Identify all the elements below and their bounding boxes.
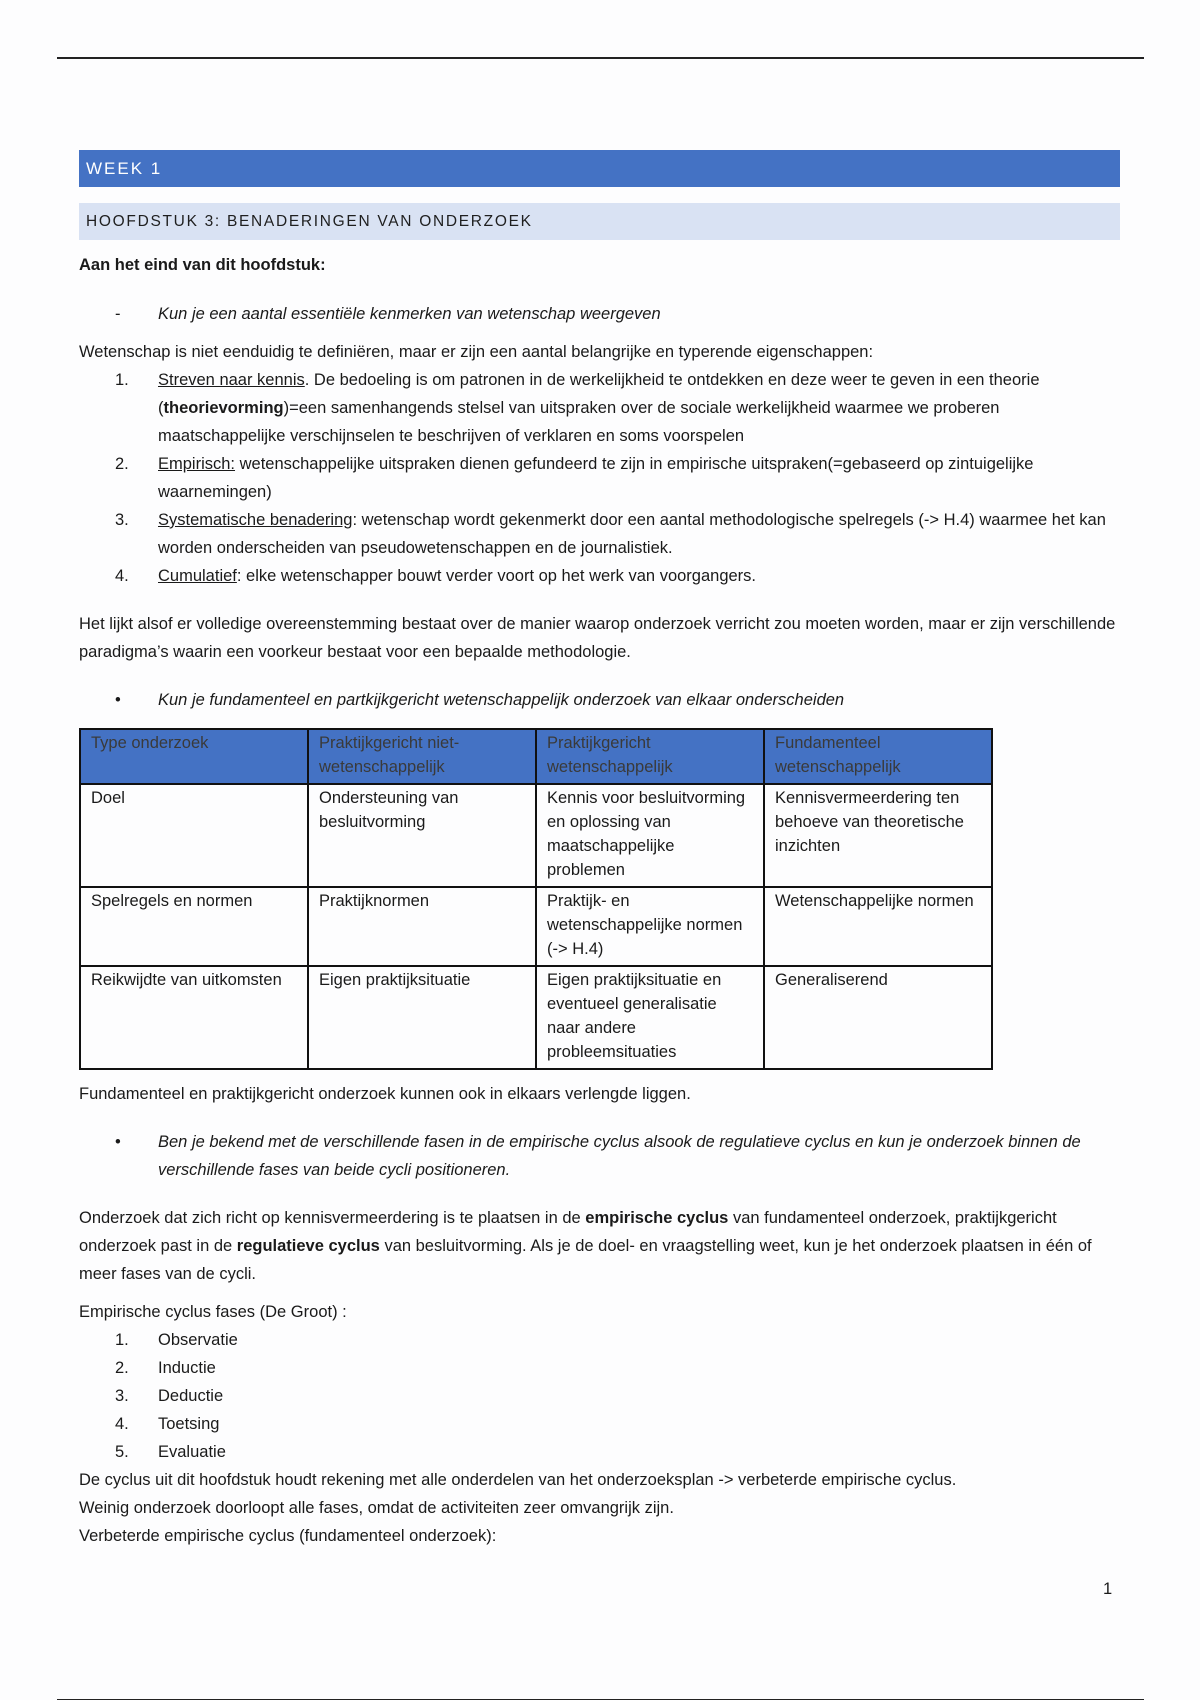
intro-text: Wetenschap is niet eenduidig te definiëren, maar er zijn een aantal belangrijke en typerende eigenschappen: (79, 343, 874, 361)
table-cell: Kennis voor besluitvorming en oplossing van maatschappelijke problemen (536, 784, 764, 887)
table-cell: Ondersteuning van besluitvorming (308, 784, 536, 887)
list-item: 4. Cumulatief: elke wetenschapper bouwt verder voort op het werk van voorgangers. (115, 567, 756, 585)
column-header: Praktijkgericht wetenschappelijk (536, 729, 764, 784)
table-cell: Reikwijdte van uitkomsten (80, 966, 308, 1069)
phases-heading: Empirische cyclus fases (De Groot) : (79, 1303, 347, 1321)
closing-line: De cyclus uit dit hoofdstuk houdt rekening met alle onderdelen van het onderzoeksplan -> verbeterde empirische cyclus. (79, 1471, 957, 1489)
table-row (80, 784, 992, 887)
table-cell: Eigen praktijksituatie (308, 966, 536, 1069)
table-row (80, 966, 992, 1069)
list-item: 2. Empirisch: wetenschappelijke uitspraken dienen gefundeerd te zijn in empirische uitspraken(=gebaseerd op zintuigelijke waarnemingen) (115, 455, 1034, 501)
list-item: 3. Systematische benadering: wetenschap wordt gekenmerkt door een aantal methodologische spelregels (-> H.4) waarmee het kan worden onderscheiden van pseudowetenschappen en de journalistiek. (115, 511, 1106, 557)
learning-goal-text: Kun je een aantal essentiële kenmerken van wetenschap weergeven (158, 305, 661, 323)
page-number: 1 (1103, 1580, 1113, 1598)
learning-goal-text: Kun je fundamenteel en partkijkgericht wetenschappelijk onderzoek van elkaar onderscheiden (158, 691, 845, 709)
table-cell: Praktijknormen (308, 887, 536, 966)
column-header: Type onderzoek (80, 729, 308, 784)
column-header: Praktijkgericht niet-wetenschappelijk (308, 729, 536, 784)
list-item: 4. Toetsing (115, 1415, 220, 1433)
table-note: Fundamenteel en praktijkgericht onderzoek kunnen ook in elkaars verlengde liggen. (79, 1085, 691, 1103)
closing-line: Weinig onderzoek doorloopt alle fases, omdat de activiteiten zeer omvangrijk zijn. (79, 1499, 674, 1517)
paradigm-text: Het lijkt alsof er volledige overeenstemming bestaat over de manier waarop onderzoek verricht zou moeten worden, maar er zijn verschillende paradigma’s waarin een voorkeur bestaat voor een bepaalde methodologie. (79, 615, 1116, 661)
list-item: 2. Inductie (115, 1359, 216, 1377)
phases-list (79, 1326, 1120, 1466)
properties-list (79, 366, 1120, 590)
table-cell: Generaliserend (764, 966, 992, 1069)
week-heading: WEEK 1 (79, 150, 1120, 187)
column-header: Fundamenteel wetenschappelijk (764, 729, 992, 784)
list-item: 5. Evaluatie (115, 1443, 226, 1461)
research-types-table (79, 728, 993, 1070)
chapter-heading: HOOFDSTUK 3: BENADERINGEN VAN ONDERZOEK (79, 203, 1120, 240)
document-page (79, 150, 1120, 1550)
dot-bullet: • (115, 691, 121, 709)
learning-goal (79, 1128, 1120, 1184)
learning-goal (79, 686, 1120, 714)
table-header-row (80, 729, 992, 784)
closing-line: Verbeterde empirische cyclus (fundamenteel onderzoek): (79, 1527, 497, 1545)
dash-bullet: - (115, 305, 121, 323)
list-item: 1. Streven naar kennis. De bedoeling is om patronen in de werkelijkheid te ontdekken en deze weer te geven in een theorie (theorievorming)=een samenhangends stelsel van uitspraken over de sociale werkelijkheid waarmee we proberen maatschappelijke verschijnselen te beschrijven of verklaren en soms voorspelen (115, 371, 1040, 445)
learning-goal (79, 300, 1120, 328)
table-cell: Wetenschappelijke normen (764, 887, 992, 966)
list-item: 3. Deductie (115, 1387, 224, 1405)
table-row (80, 887, 992, 966)
header-rule (57, 57, 1144, 59)
table-cell: Doel (80, 784, 308, 887)
table-cell: Spelregels en normen (80, 887, 308, 966)
dot-bullet: • (115, 1133, 121, 1151)
table-cell: Kennisvermeerdering ten behoeve van theoretische inzichten (764, 784, 992, 887)
list-item: 1. Observatie (115, 1331, 238, 1349)
table-cell: Praktijk- en wetenschappelijke normen (-> H.4) (536, 887, 764, 966)
goals-heading: Aan het eind van dit hoofdstuk: (79, 256, 326, 274)
cycle-text: Onderzoek dat zich richt op kennisvermeerdering is te plaatsen in de empirische cyclus van fundamenteel onderzoek, praktijkgericht onderzoek past in de regulatieve cyclus van besluitvorming. Als je de doel- en vraagstelling weet, kun je het onderzoek plaatsen in één of meer fases van de cycli. (79, 1209, 1092, 1283)
learning-goal-text: Ben je bekend met de verschillende fasen in de empirische cyclus alsook de regulatieve cyclus en kun je onderzoek binnen de verschillende fases van beide cycli positioneren. (158, 1133, 1081, 1179)
table-cell: Eigen praktijksituatie en eventueel generalisatie naar andere probleemsituaties (536, 966, 764, 1069)
